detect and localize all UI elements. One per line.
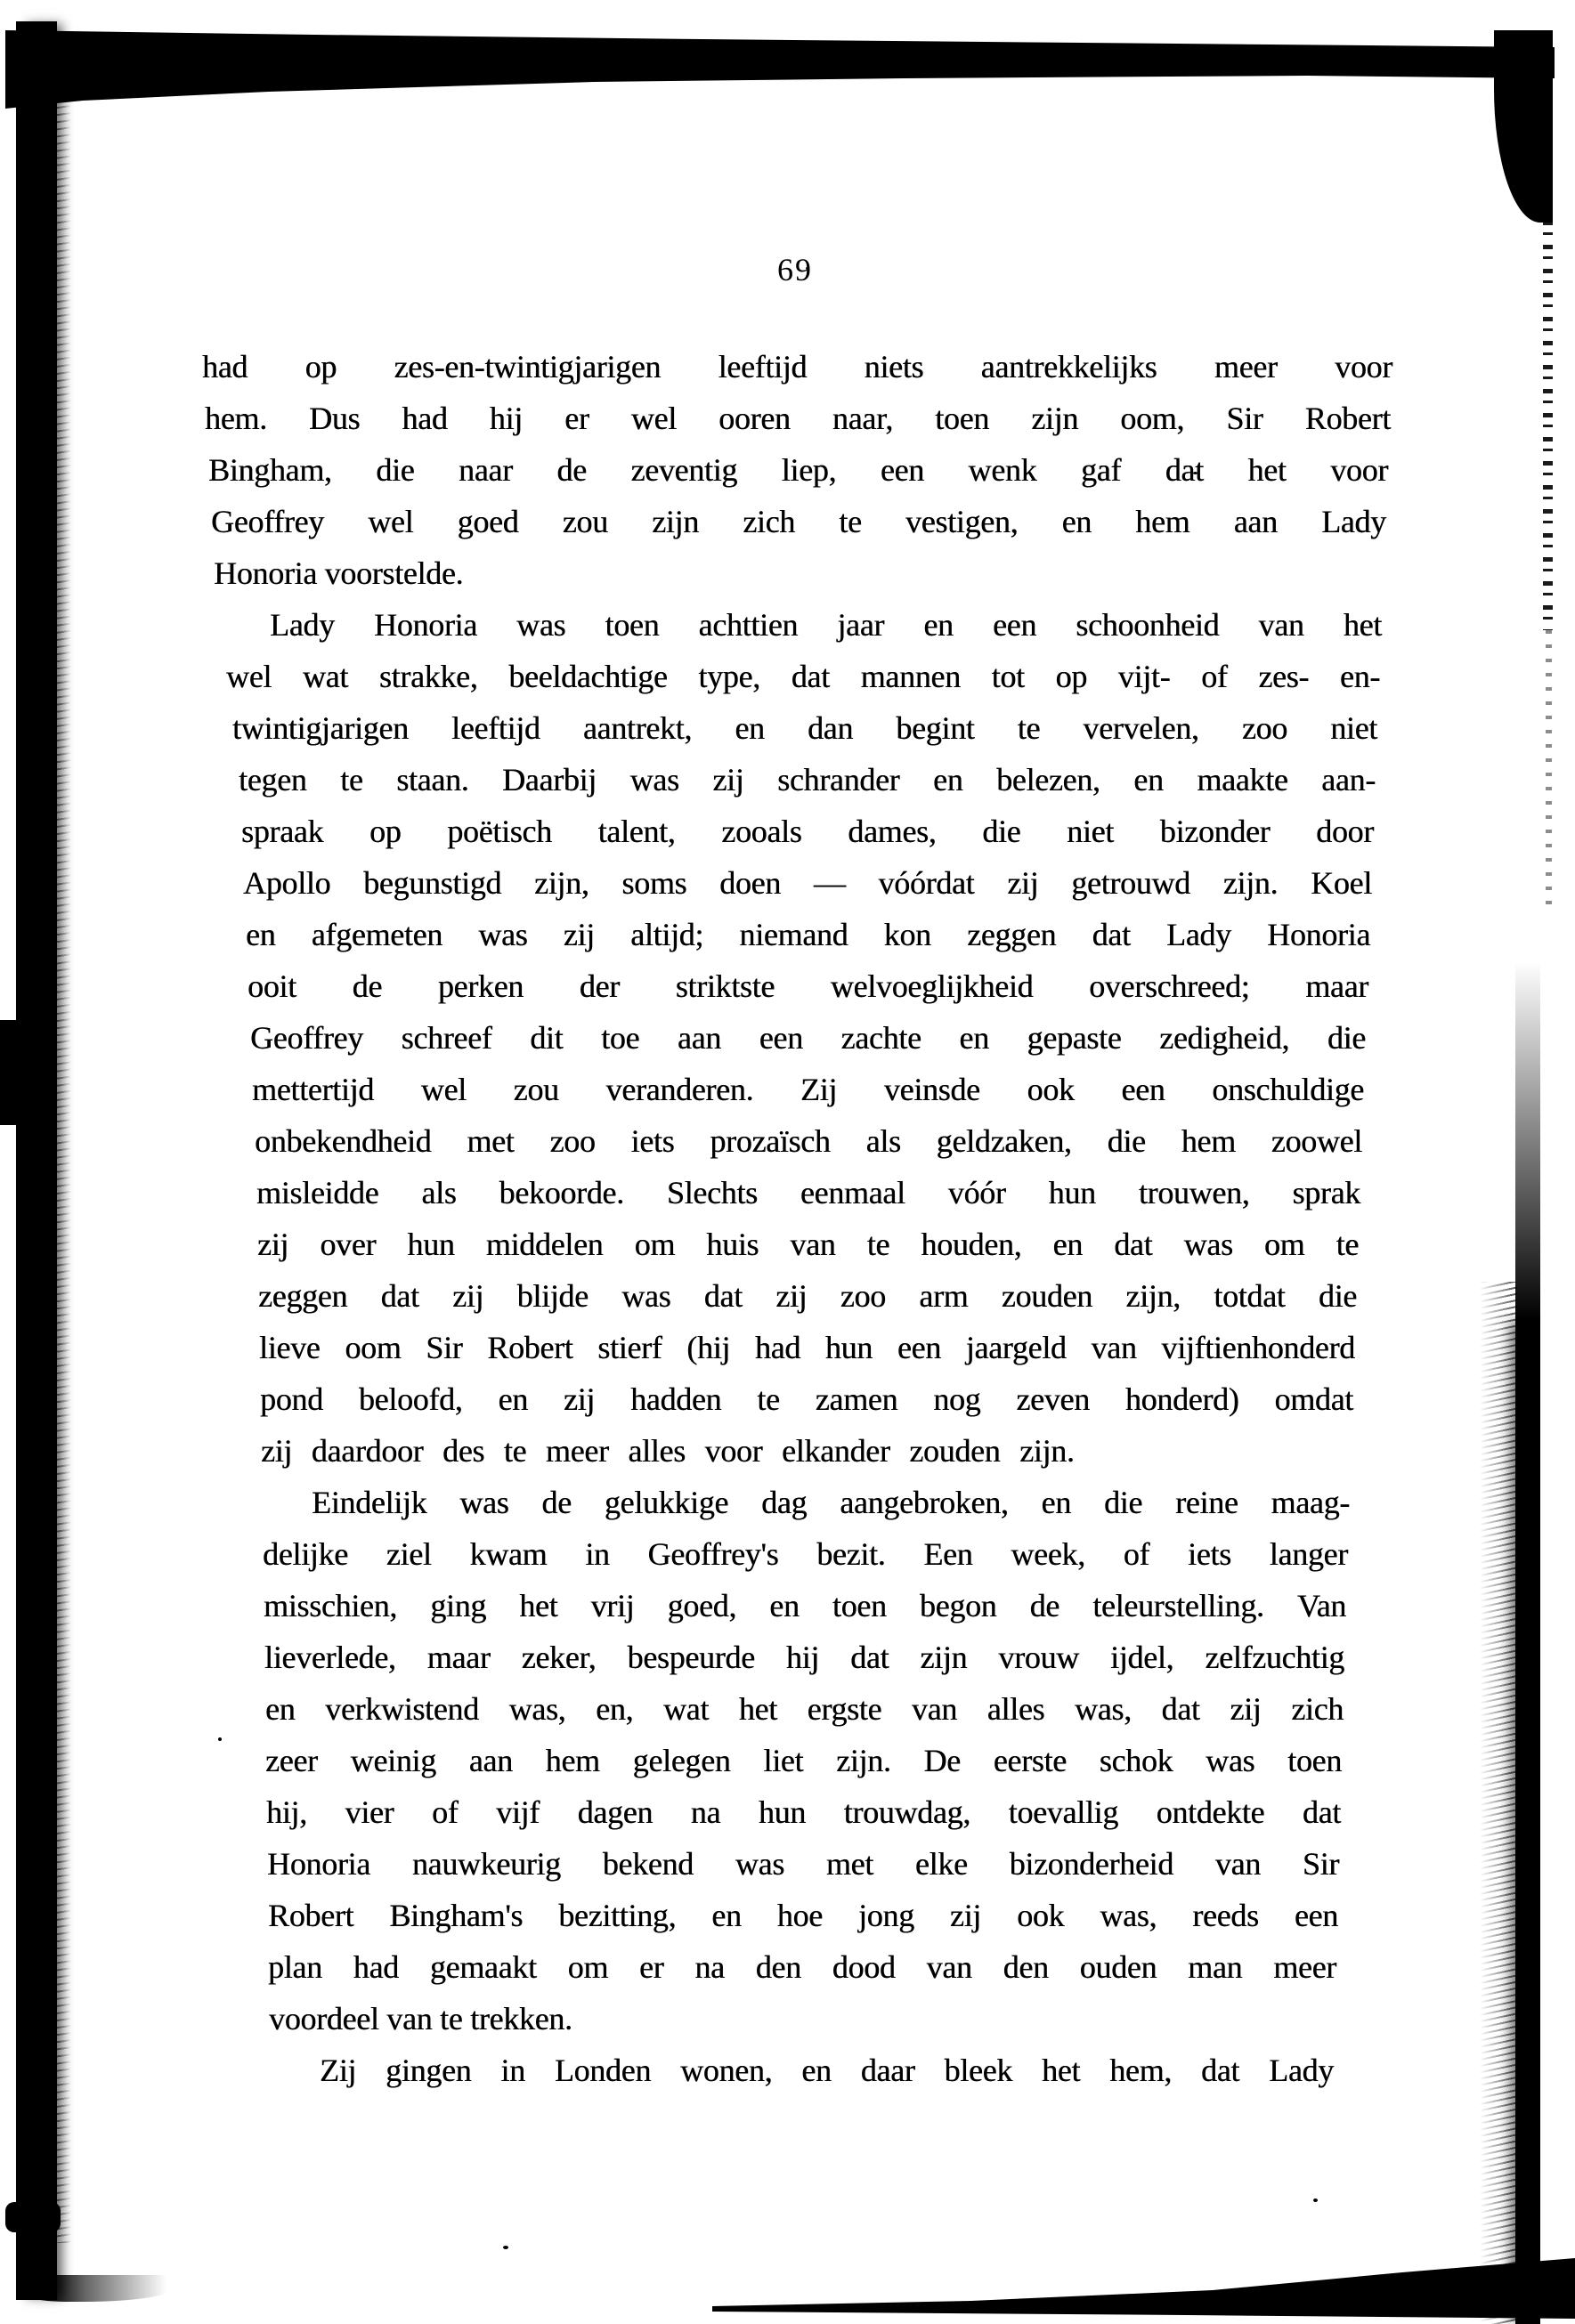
- text-line: wel wat strakke, beeldachtige type, dat mannen tot op vijt- of zes- en-: [226, 659, 1380, 694]
- text-line: Bingham, die naar de zeventig liep, een wenk gaf dat het voor: [208, 452, 1388, 488]
- text-line: twintigjarigen leeftijd aantrekt, en dan begint te vervelen, zoo niet: [232, 710, 1377, 746]
- text-line: zeggen dat zij blijde was dat zij zoo arm zouden zijn, totdat die: [258, 1278, 1357, 1314]
- text-line: Lady Honoria was toen achttien jaar en een schoonheid van het: [270, 607, 1382, 643]
- text-line: ooit de perken der striktste welvoeglijkheid overschreed; maar: [248, 968, 1368, 1004]
- text-line: pond beloofd, en zij hadden te zamen nog zeven honderd) omdat: [260, 1381, 1353, 1417]
- text-line: Geoffrey schreef dit toe aan een zachte en gepaste zedigheid, die: [250, 1020, 1366, 1056]
- scan-artifact-gutter-speckle: [55, 71, 71, 2243]
- text-line: lieverlede, maar zeker, bespeurde hij dat zijn vrouw ijdel, zelfzuchtig: [264, 1640, 1344, 1675]
- scan-artifact-right-shadow-fade: [1515, 961, 1540, 1321]
- text-line: en afgemeten was zij altijd; niemand kon zeggen dat Lady Honoria: [246, 917, 1370, 952]
- text-line: plan had gemaakt om er na den dood van den ouden man meer: [268, 1949, 1336, 1985]
- text-line: lieve oom Sir Robert stierf (hij had hun een jaargeld van vijftienhonderd: [259, 1330, 1355, 1365]
- paragraph: [198, 2045, 1444, 2096]
- scan-speck: [503, 2246, 508, 2249]
- scan-artifact-bottom-edge-band: [712, 2256, 1575, 2324]
- paragraph: [198, 599, 1444, 1477]
- text-line: misschien, ging het vrij goed, en toen begon de teleurstelling. Van: [264, 1588, 1346, 1624]
- text-line: Honoria voorstelde.: [214, 555, 464, 591]
- paragraph: [198, 341, 1444, 599]
- text-line: onbekendheid met zoo iets prozaïsch als geldzaken, die hem zoowel: [255, 1123, 1362, 1159]
- text-line: voordeel van te trekken.: [269, 2001, 572, 2037]
- text-line: delijke ziel kwam in Geoffrey's bezit. Een week, of iets langer: [263, 1536, 1348, 1572]
- scan-artifact-bottom-left-smudge: [23, 2275, 179, 2302]
- page-number: 69: [777, 252, 813, 287]
- text-line: Geoffrey wel goed zou zijn zich te vestigen, en hem aan Lady: [211, 504, 1386, 539]
- scan-artifact-left-margin-blot: [0, 1020, 36, 1125]
- text-line: misleidde als bekoorde. Slechts eenmaal vóór hun trouwen, sprak: [256, 1175, 1360, 1211]
- scan-artifact-right-edge-dots: [1543, 221, 1553, 630]
- text-line: Apollo begunstigd zijn, soms doen — vóórdat zij getrouwd zijn. Koel: [243, 865, 1372, 901]
- text-block: [198, 341, 1444, 2096]
- text-line: Eindelijk was de gelukkige dag aangebroken, en die reine maag-: [312, 1485, 1350, 1520]
- text-line: en verkwistend was, en, wat het ergste van alles was, dat zij zich: [265, 1691, 1344, 1727]
- text-line: Honoria nauwkeurig bekend was met elke bizonderheid van Sir: [267, 1846, 1339, 1882]
- paragraph: [198, 1477, 1444, 2045]
- text-line: mettertijd wel zou veranderen. Zij veinsde ook een onschuldige: [252, 1072, 1364, 1107]
- text-line: tegen te staan. Daarbij was zij schrander en belezen, en maakte aan-: [239, 762, 1376, 798]
- text-line: zeer weinig aan hem gelegen liet zijn. De eerste schok was toen: [265, 1743, 1342, 1778]
- scan-artifact-top-edge-band: [5, 27, 1555, 109]
- scan-artifact-right-edge-dots-faint: [1546, 630, 1552, 906]
- text-line: zij over hun middelen om huis van te houden, en dat was om te: [257, 1227, 1359, 1262]
- text-line: zij daardoor des te meer alles voor elkander zouden zijn.: [261, 1433, 1075, 1469]
- scan-speck: [1313, 2198, 1318, 2202]
- text-line: hij, vier of vijf dagen na hun trouwdag, toevallig ontdekte dat: [266, 1794, 1341, 1830]
- scan-artifact-right-shadow-band: [1515, 1317, 1540, 2324]
- scan-artifact-top-right-corner: [1494, 30, 1553, 223]
- text-line: hem. Dus had hij er wel ooren naar, toen zijn oom, Sir Robert: [205, 401, 1391, 436]
- scan-artifact-left-lower-blot: [5, 2202, 61, 2232]
- text-line: spraak op poëtisch talent, zooals dames, die niet bizonder door: [241, 814, 1374, 849]
- scan-speck: [940, 2309, 954, 2312]
- text-line: Robert Bingham's bezitting, en hoe jong zij ook was, reeds een: [268, 1898, 1338, 1933]
- scan-artifact-binding-gutter-band: [16, 21, 57, 2300]
- text-line: had op zes-en-twintigjarigen leeftijd niets aantrekkelijks meer voor: [202, 349, 1392, 385]
- scan-artifact-right-shadow-speckle: [1480, 1282, 1517, 2324]
- text-line: Zij gingen in Londen wonen, en daar bleek het hem, dat Lady: [320, 2053, 1334, 2088]
